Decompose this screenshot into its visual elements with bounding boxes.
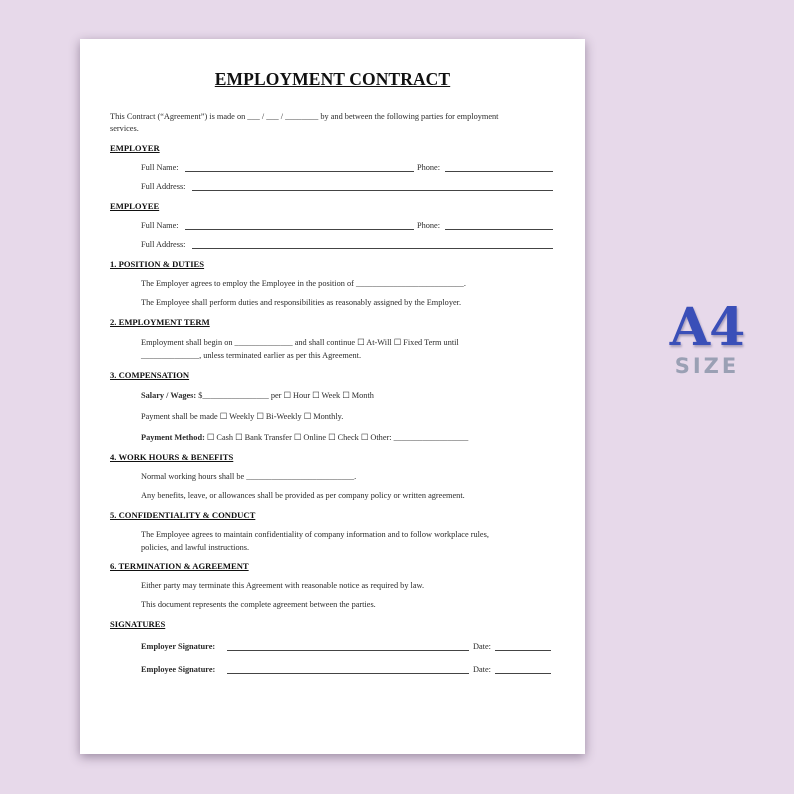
section-1-heading: 1. POSITION & DUTIES <box>110 259 205 269</box>
employer-date-line <box>495 650 551 651</box>
a4-label: A4 <box>669 297 745 358</box>
payment-method-line <box>141 432 468 443</box>
employer-date-label: Date: <box>473 642 491 651</box>
section-4-line-1: Normal working hours shall be __________________________. <box>141 472 357 481</box>
employee-phone-line <box>445 229 553 230</box>
section-1-line-2: The Employee shall perform duties and responsibilities as reasonably assigned by the Employer. <box>141 298 462 307</box>
employer-name-line <box>185 171 414 172</box>
size-label: SIZE <box>674 354 740 378</box>
employee-phone-label: Phone: <box>417 221 441 230</box>
intro-line-1: This Contract (“Agreement”) is made on ___ / ___ / ________ by and between the following parties for employment <box>110 112 499 121</box>
salary-label: Salary / Wages: <box>141 391 197 400</box>
employee-address-line <box>192 248 553 249</box>
section-5-heading: 5. CONFIDENTIALITY & CONDUCT <box>110 510 256 520</box>
employee-date-line <box>495 673 551 674</box>
section-6-heading: 6. TERMINATION & AGREEMENT <box>110 561 249 571</box>
section-4-line-2: Any benefits, leave, or allowances shall be provided as per company policy or written agreement. <box>141 491 465 500</box>
employee-name-line <box>185 229 414 230</box>
salary-line <box>141 390 374 401</box>
employer-address-label: Full Address: <box>141 182 186 191</box>
employer-heading: EMPLOYER <box>110 143 160 153</box>
section-5-line-2: policies, and lawful instructions. <box>141 543 250 552</box>
contract-page <box>80 39 585 754</box>
section-3-heading: 3. COMPENSATION <box>110 370 190 380</box>
signatures-heading: SIGNATURES <box>110 619 166 629</box>
payment-method-options: ☐ Cash ☐ Bank Transfer ☐ Online ☐ Check ☐ Other: __________________ <box>206 433 469 442</box>
section-6-line-1: Either party may terminate this Agreement with reasonable notice as required by law. <box>141 581 425 590</box>
section-2-line-1: Employment shall begin on ______________ and shall continue ☐ At-Will ☐ Fixed Term until <box>141 338 459 347</box>
employer-phone-line <box>445 171 553 172</box>
section-1-line-1: The Employer agrees to employ the Employee in the position of __________________________. <box>141 279 466 288</box>
employee-name-label: Full Name: <box>141 221 179 230</box>
employer-signature-label: Employer Signature: <box>141 642 216 651</box>
section-5-line-1: The Employee agrees to maintain confidentiality of company information and to follow workplace rules, <box>141 530 489 539</box>
employer-name-label: Full Name: <box>141 163 179 172</box>
section-2-heading: 2. EMPLOYMENT TERM <box>110 317 210 327</box>
employer-phone-label: Phone: <box>417 163 441 172</box>
employee-signature-label: Employee Signature: <box>141 665 216 674</box>
employee-signature-line <box>227 673 469 674</box>
payment-method-label: Payment Method: <box>141 433 205 442</box>
employee-address-label: Full Address: <box>141 240 186 249</box>
section-2-line-2: ______________, unless terminated earlier as per this Agreement. <box>141 351 362 360</box>
intro-line-2: services. <box>110 124 139 133</box>
section-6-line-2: This document represents the complete agreement between the parties. <box>141 600 376 609</box>
employee-date-label: Date: <box>473 665 491 674</box>
employee-heading: EMPLOYEE <box>110 201 160 211</box>
employer-signature-line <box>227 650 469 651</box>
payment-frequency-line: Payment shall be made ☐ Weekly ☐ Bi-Weekly ☐ Monthly. <box>141 412 344 421</box>
a4-size-badge <box>652 297 762 378</box>
section-4-heading: 4. WORK HOURS & BENEFITS <box>110 452 234 462</box>
document-title: EMPLOYMENT CONTRACT <box>214 69 451 89</box>
employer-address-line <box>192 190 553 191</box>
salary-options: $________________ per ☐ Hour ☐ Week ☐ Month <box>198 391 374 400</box>
